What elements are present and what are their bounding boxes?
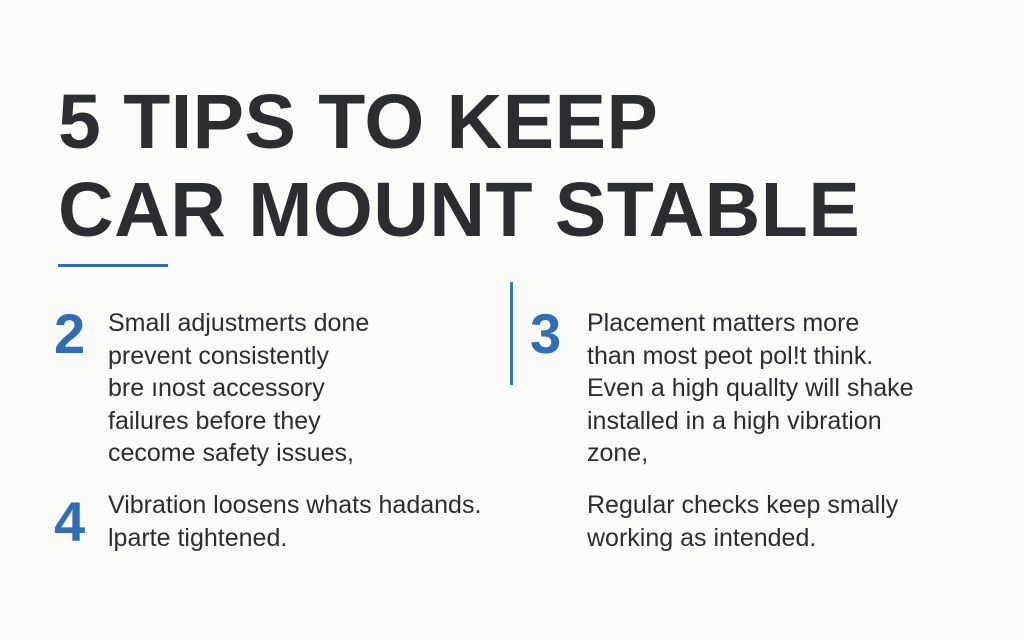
tip-text-line: bre ınost accessory bbox=[108, 374, 325, 402]
tip-number: 4 bbox=[54, 490, 86, 553]
tip-text-line: Vibration loosens whats hadands. bbox=[108, 491, 482, 519]
tip-text-line: zone, bbox=[587, 439, 649, 467]
tip-text-line: installed in a high vibration bbox=[587, 406, 882, 435]
title-line-2: CAR MOUNT STABLE bbox=[58, 167, 861, 253]
tip-text-line: Small adjustmerts done bbox=[108, 309, 370, 337]
tip-text-line: than most peot pol!t think. bbox=[587, 341, 874, 370]
tip-text bbox=[587, 307, 914, 470]
tip-text bbox=[108, 307, 369, 470]
tip-text bbox=[108, 489, 481, 554]
tip-text-line: working as intended. bbox=[587, 523, 817, 552]
tip-text-line: prevent consistently bbox=[108, 341, 329, 370]
title-underline bbox=[58, 264, 168, 267]
tip-number: 3 bbox=[530, 302, 562, 365]
tip-text bbox=[587, 489, 898, 554]
tip-text-line: failures before they bbox=[108, 406, 321, 435]
tip-text-line: Placement matters more bbox=[587, 309, 860, 337]
tip-text-line: cecome safety issues, bbox=[108, 439, 354, 467]
tip-text-line: Regular checks keep smally bbox=[587, 491, 899, 519]
column-divider bbox=[510, 282, 513, 385]
tip-number: 2 bbox=[54, 302, 86, 365]
tip-text-line: lparte tightened. bbox=[108, 523, 288, 552]
page-title bbox=[58, 78, 860, 254]
title-line-1: 5 TIPS TO KEEP bbox=[58, 79, 659, 165]
tip-text-line: Even a high quallty will shake bbox=[587, 374, 914, 402]
